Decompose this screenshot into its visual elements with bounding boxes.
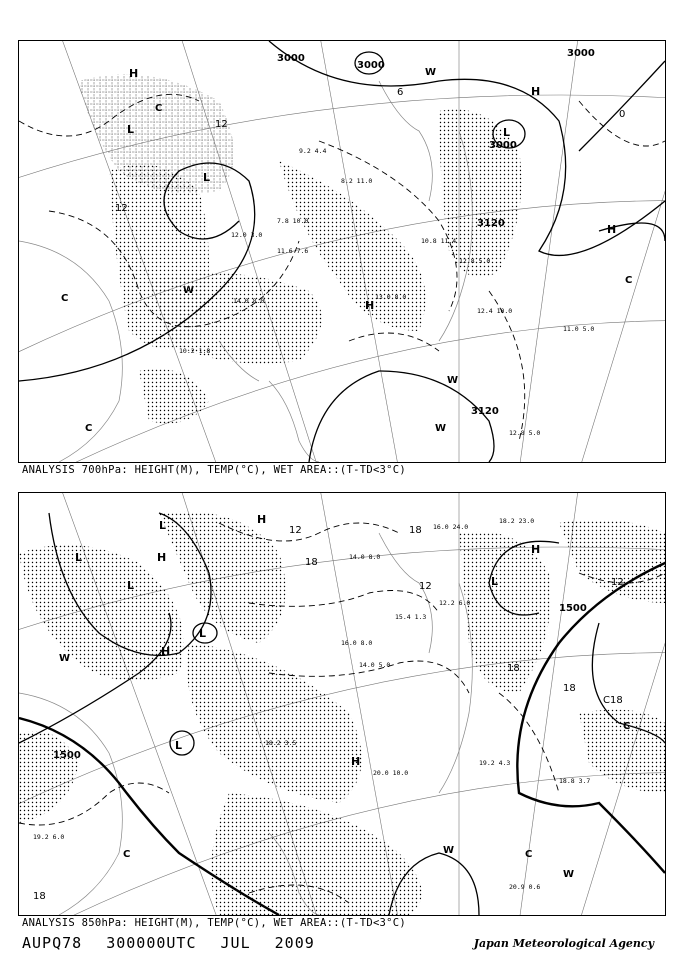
isotherm-label: 12 <box>611 577 624 588</box>
isotherm-label: 12 <box>419 581 432 592</box>
chart-id: AUPQ78 <box>22 934 83 952</box>
valid-time: 300000UTC JUL 2009 <box>106 934 315 952</box>
station-plot: 7.8 10.0 <box>277 217 309 225</box>
center-label: W <box>435 423 447 434</box>
center-label: L <box>199 627 207 640</box>
center-label: L <box>203 171 211 184</box>
station-plot: 10.8 11.4 <box>421 237 457 245</box>
map-700hpa-graphic <box>19 41 665 462</box>
station-plot: 9.2 4.4 <box>299 147 327 155</box>
station-plot: 20.0 10.0 <box>373 769 409 777</box>
center-label: H <box>351 755 361 768</box>
center-label: L <box>491 575 499 588</box>
chart-footer-id <box>22 934 315 952</box>
center-label: L <box>127 123 135 136</box>
center-label: L <box>175 739 183 752</box>
center-label: L <box>159 519 167 532</box>
center-label: H <box>365 299 375 312</box>
station-plot: 8.2 11.0 <box>341 177 373 185</box>
map-850hpa-graphic <box>19 493 665 915</box>
center-label: W <box>447 375 459 386</box>
station-plot: 16.0 24.0 <box>433 523 469 531</box>
center-label: C <box>61 293 69 304</box>
center-label: C <box>85 423 93 434</box>
station-plot: 13.0 8.0 <box>375 293 407 301</box>
station-plot: 19.2 6.0 <box>33 833 65 841</box>
isotherm-label: 6 <box>397 87 404 98</box>
center-label: C <box>623 721 631 732</box>
station-plot: 12.8 5.0 <box>459 257 491 265</box>
wet-area <box>19 511 665 915</box>
center-label: C <box>155 103 163 114</box>
isotherm-label: C18 <box>603 695 623 706</box>
isotherm-label: 18 <box>507 663 520 674</box>
center-label: H <box>531 543 541 556</box>
center-label: C <box>525 849 533 860</box>
isotherm-label: 18 <box>33 891 46 902</box>
isotherm-label: 18 <box>305 557 318 568</box>
center-label: H <box>531 85 541 98</box>
caption-700hpa: ANALYSIS 700hPa: HEIGHT(M), TEMP(°C), WET AREA::(T-TD<3°C) <box>22 464 407 476</box>
center-label: H <box>161 645 171 658</box>
station-plot: 11.6 7.6 <box>277 247 309 255</box>
contour-label: 1500 <box>559 603 587 614</box>
station-plot: 12.0 3.0 <box>231 231 263 239</box>
station-plot: 20.9 0.6 <box>509 883 541 891</box>
station-plot: 12.2 6.0 <box>439 599 471 607</box>
center-label: C <box>625 275 633 286</box>
station-plot: 18.8 3.7 <box>559 777 591 785</box>
center-label: W <box>563 869 575 880</box>
contour-label: 3000 <box>277 53 305 64</box>
isotherm-label: 18 <box>409 525 422 536</box>
center-label: H <box>129 67 139 80</box>
isotherm-label: 12 <box>115 203 128 214</box>
center-label: L <box>503 126 511 139</box>
station-plot: 12.4 10.0 <box>477 307 513 315</box>
station-plot: 14.0 8.0 <box>233 297 265 305</box>
center-label: W <box>425 67 437 78</box>
center-label: L <box>75 551 83 564</box>
center-label: W <box>59 653 71 664</box>
contour-label: 3120 <box>477 218 505 229</box>
contour-label: 1500 <box>53 750 81 761</box>
mountain-hatch <box>79 74 234 193</box>
center-label: H <box>607 223 617 236</box>
station-plot: 16.0 8.0 <box>341 639 373 647</box>
center-label: L <box>127 579 135 592</box>
station-plot: 18.2 23.0 <box>499 517 535 525</box>
station-plot: 10.2 1.8 <box>179 347 211 355</box>
map-panel-700hpa <box>18 40 666 463</box>
contour-label: 3120 <box>471 406 499 417</box>
isotherm-label: 18 <box>563 683 576 694</box>
isotherm-label: 0 <box>619 109 626 120</box>
contour-label: 3000 <box>489 140 517 151</box>
center-label: C <box>123 849 131 860</box>
station-plot: 19.2 4.3 <box>479 759 511 767</box>
contour-label: 3000 <box>357 60 385 71</box>
isotherm-label: 12 <box>215 119 228 130</box>
center-label: H <box>157 551 167 564</box>
center-label: W <box>443 845 455 856</box>
station-plot: 15.4 1.3 <box>395 613 427 621</box>
agency-name: Japan Meteorological Agency <box>473 937 654 950</box>
station-plot: 14.0 5.0 <box>359 661 391 669</box>
center-label: W <box>183 285 195 296</box>
center-label: H <box>257 513 267 526</box>
caption-850hpa: ANALYSIS 850hPa: HEIGHT(M), TEMP(°C), WET AREA::(T-TD<3°C) <box>22 917 407 929</box>
station-plot: 14.0 8.0 <box>349 553 381 561</box>
station-plot: 12.8 5.0 <box>509 429 541 437</box>
contour-label: 3000 <box>567 48 595 59</box>
station-plot: 18.2 3.5 <box>265 739 297 747</box>
isotherm-label: 12 <box>289 525 302 536</box>
map-panel-850hpa <box>18 492 666 916</box>
station-plot: 11.0 5.0 <box>563 325 595 333</box>
